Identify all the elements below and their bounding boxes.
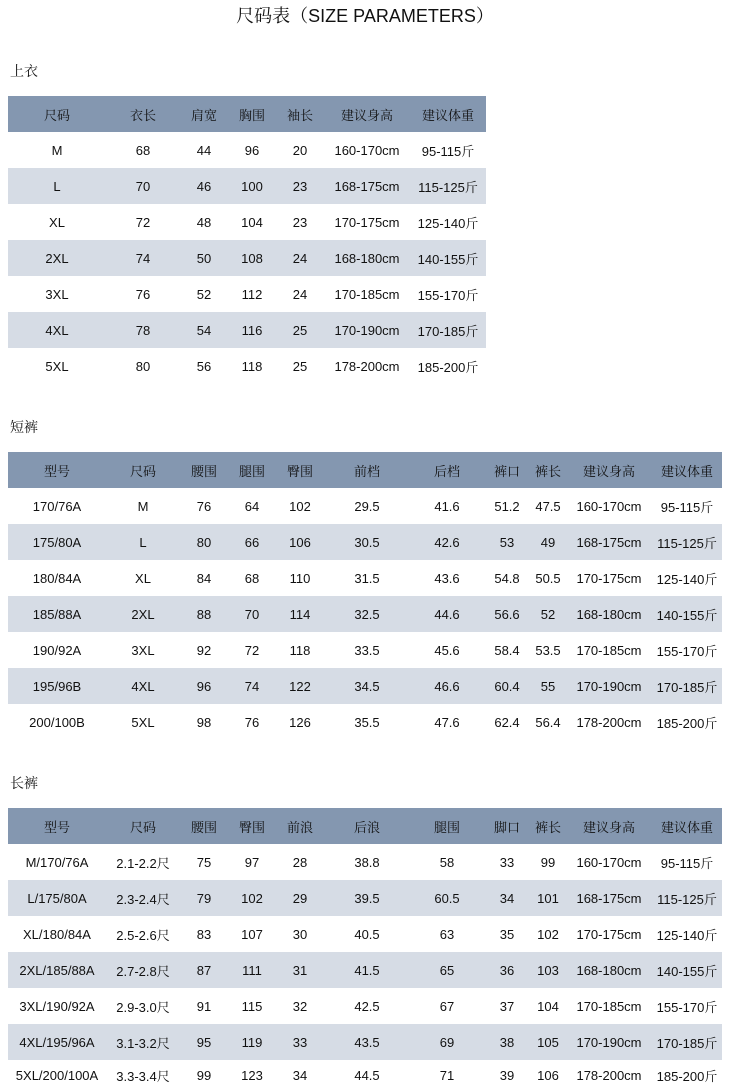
table-cell: XL [49, 214, 65, 230]
column-header: 衣长 [106, 96, 180, 132]
column-header: 后浪 [324, 808, 410, 844]
table-cell: 2.9-3.0尺 [116, 999, 170, 1015]
table-cell: 72 [135, 214, 151, 230]
table-cell: 119 [228, 1024, 276, 1060]
table-cell: 122 [276, 668, 324, 704]
table-cell: 105 [530, 1024, 566, 1060]
table-cell: 76 [196, 498, 212, 514]
table-cell: 168-175cm [566, 524, 652, 560]
table-cell: 41.5 [324, 952, 410, 988]
table-cell: 160-170cm [576, 498, 642, 514]
table-row [8, 204, 486, 240]
table-row [8, 704, 722, 740]
table-cell: 170/76A [32, 498, 82, 514]
table-cell: 46 [180, 168, 228, 204]
table-cell: 54 [180, 312, 228, 348]
table-cell: 44.6 [410, 596, 484, 632]
table-cell: 4XL [8, 312, 106, 348]
table-cell: 25 [276, 312, 324, 348]
table-cell: 35 [499, 926, 515, 942]
table-cell: 140-155斤 [410, 240, 486, 276]
table-cell: 58 [439, 854, 455, 870]
table-cell: 97 [244, 854, 260, 870]
column-header: 裤长 [530, 808, 566, 844]
column-header: 胸围 [228, 96, 276, 132]
table-cell: 75 [196, 854, 212, 870]
table-row [8, 240, 486, 276]
table-cell: 2XL [8, 240, 106, 276]
size-table-pants [8, 808, 722, 1090]
page-title: 尺码表（SIZE PARAMETERS） [236, 6, 494, 26]
table-cell: 42.6 [410, 524, 484, 560]
table-cell: 46.6 [410, 668, 484, 704]
table-cell: 43.6 [434, 570, 460, 586]
table-cell: 38.8 [354, 854, 380, 870]
table-cell: 31.5 [354, 570, 380, 586]
table-cell: L [8, 168, 106, 204]
table-cell: 160-170cm [334, 142, 400, 158]
table-header-row [8, 96, 486, 132]
table-cell: 39 [499, 1067, 515, 1083]
size-table-top [8, 96, 486, 384]
column-header: 臀围 [276, 452, 324, 488]
column-header: 前档 [324, 452, 410, 488]
table-cell: 168-175cm [324, 168, 410, 204]
column-header: 腿围 [410, 808, 484, 844]
table-cell: 52 [530, 596, 566, 632]
table-cell: 178-200cm [576, 714, 642, 730]
table-cell: 50.5 [535, 570, 561, 586]
table-cell: 170-190cm [566, 1024, 652, 1060]
table-cell: 56.4 [535, 714, 561, 730]
table-cell: 32 [292, 998, 308, 1014]
table-cell: XL/180/84A [23, 926, 91, 942]
table-cell: 168-180cm [566, 596, 652, 632]
table-cell: 79 [180, 880, 228, 916]
table-row [8, 488, 722, 524]
table-cell: 170-185cm [576, 998, 642, 1014]
column-header: 肩宽 [180, 96, 228, 132]
table-cell: 83 [196, 926, 212, 942]
table-cell: 168-175cm [566, 880, 652, 916]
table-cell: 190/92A [32, 642, 82, 658]
table-cell: 60.4 [484, 668, 530, 704]
table-header [8, 808, 722, 844]
table-row [8, 880, 722, 916]
table-cell: 160-170cm [576, 854, 642, 870]
table-cell: 74 [106, 240, 180, 276]
table-cell: 170-185cm [334, 286, 400, 302]
table-cell: 54.8 [494, 570, 520, 586]
table-cell: 56 [196, 358, 212, 374]
table-cell: 87 [180, 952, 228, 988]
table-cell: 42.5 [354, 998, 380, 1014]
table-cell: 125-140斤 [417, 215, 479, 231]
table-cell: 2.5-2.6尺 [116, 927, 170, 943]
table-cell: 58.4 [494, 642, 520, 658]
column-header: 腰围 [180, 452, 228, 488]
table-cell: 23 [292, 214, 308, 230]
table-cell: XL [135, 570, 151, 586]
table-cell: 178-200cm [334, 358, 400, 374]
table-cell: 36 [484, 952, 530, 988]
table-cell: 2.7-2.8尺 [106, 952, 180, 988]
table-cell: 49 [530, 524, 566, 560]
table-cell: 108 [228, 240, 276, 276]
table-cell: 170-185斤 [652, 668, 722, 704]
table-row [8, 1024, 722, 1060]
table-cell: 102 [228, 880, 276, 916]
table-cell: 4XL/195/96A [8, 1024, 106, 1060]
table-cell: 2XL/185/88A [8, 952, 106, 988]
column-header: 型号 [8, 808, 106, 844]
table-cell: 168-180cm [566, 952, 652, 988]
table-cell: 178-200cm [576, 1067, 642, 1083]
column-header: 建议体重 [652, 808, 722, 844]
table-row [8, 312, 486, 348]
column-header: 臀围 [228, 808, 276, 844]
table-cell: 170-190cm [324, 312, 410, 348]
table-cell: 115-125斤 [652, 524, 722, 560]
column-header: 腰围 [180, 808, 228, 844]
table-header-row [8, 452, 722, 488]
table-cell: 95 [180, 1024, 228, 1060]
column-header: 腿围 [228, 452, 276, 488]
table-row [8, 1060, 722, 1090]
table-cell: 114 [276, 596, 324, 632]
table-cell: 72 [244, 642, 260, 658]
table-cell: 100 [228, 168, 276, 204]
table-row [8, 348, 486, 384]
table-cell: 185/88A [8, 596, 106, 632]
table-cell: 2.3-2.4尺 [106, 880, 180, 916]
table-row [8, 132, 486, 168]
table-cell: 65 [410, 952, 484, 988]
table-cell: 170-185斤 [652, 1024, 722, 1060]
table-cell: 24 [292, 286, 308, 302]
table-body [8, 132, 486, 384]
table-cell: 63 [439, 926, 455, 942]
table-cell: 2XL [106, 596, 180, 632]
table-cell: M/170/76A [25, 854, 89, 870]
table-cell: 28 [292, 854, 308, 870]
table-cell: 33.5 [354, 642, 380, 658]
table-cell: 37 [499, 998, 515, 1014]
table-row [8, 844, 722, 880]
table-cell: 99 [540, 854, 556, 870]
table-cell: 44 [196, 142, 212, 158]
table-cell: 170-185斤 [410, 312, 486, 348]
table-cell: 175/80A [8, 524, 106, 560]
table-cell: 185-200斤 [417, 359, 479, 375]
column-header: 袖长 [276, 96, 324, 132]
table-cell: 168-180cm [324, 240, 410, 276]
table-cell: 102 [537, 926, 559, 942]
table-row [8, 632, 722, 668]
table-cell: 140-155斤 [652, 952, 722, 988]
table-cell: 98 [196, 714, 212, 730]
table-cell: 20 [292, 142, 308, 158]
table-cell: 48 [196, 214, 212, 230]
table-cell: 71 [439, 1067, 455, 1083]
table-cell: 29.5 [354, 498, 380, 514]
table-header [8, 452, 722, 488]
table-cell: M [51, 142, 63, 158]
table-cell: 95-115斤 [660, 499, 714, 515]
table-cell: 31 [276, 952, 324, 988]
table-cell: 106 [276, 524, 324, 560]
table-cell: 3XL/190/92A [19, 998, 95, 1014]
table-cell: 34 [484, 880, 530, 916]
table-cell: 170-185cm [576, 642, 642, 658]
table-cell: 45.6 [434, 642, 460, 658]
table-cell: 3XL [131, 642, 155, 658]
table-cell: 115-125斤 [652, 880, 722, 916]
table-cell: 33 [499, 854, 515, 870]
table-cell: 33 [276, 1024, 324, 1060]
table-cell: 125-140斤 [656, 927, 718, 943]
table-cell: 43.5 [324, 1024, 410, 1060]
table-cell: 66 [228, 524, 276, 560]
table-cell: 5XL/200/100A [15, 1067, 99, 1083]
table-cell: 53 [484, 524, 530, 560]
table-cell: 84 [196, 570, 212, 586]
table-row [8, 988, 722, 1024]
table-cell: 47.5 [535, 498, 561, 514]
table-cell: 80 [180, 524, 228, 560]
section-label-pants: 长裤 [10, 776, 38, 792]
table-cell: 80 [135, 358, 151, 374]
column-header: 尺码 [8, 96, 106, 132]
table-cell: 106 [537, 1067, 559, 1083]
table-row [8, 668, 722, 704]
table-cell: 200/100B [29, 714, 85, 730]
table-cell: 78 [106, 312, 180, 348]
table-cell: 69 [410, 1024, 484, 1060]
table-cell: 41.6 [434, 498, 460, 514]
table-cell: 115 [241, 998, 263, 1014]
table-cell: 140-155斤 [652, 596, 722, 632]
table-cell: 118 [241, 358, 263, 374]
table-cell: 60.5 [410, 880, 484, 916]
table-cell: 88 [180, 596, 228, 632]
column-header: 裤口 [484, 452, 530, 488]
table-cell: 125-140斤 [656, 571, 718, 587]
table-cell: 155-170斤 [417, 287, 479, 303]
table-row [8, 560, 722, 596]
table-cell: 96 [180, 668, 228, 704]
table-header [8, 96, 486, 132]
table-cell: 155-170斤 [656, 999, 718, 1015]
table-cell: 170-175cm [334, 214, 400, 230]
table-cell: 115-125斤 [410, 168, 486, 204]
table-row [8, 952, 722, 988]
column-header: 建议身高 [566, 808, 652, 844]
table-row [8, 524, 722, 560]
table-cell: 110 [289, 570, 311, 586]
table-cell: 123 [241, 1067, 263, 1083]
table-cell: 3.3-3.4尺 [116, 1068, 170, 1084]
column-header: 后档 [410, 452, 484, 488]
column-header: 建议体重 [410, 96, 486, 132]
table-cell: 185-200斤 [656, 1068, 718, 1084]
table-cell: 34 [292, 1067, 308, 1083]
table-cell: 35.5 [354, 714, 380, 730]
table-cell: 67 [439, 998, 455, 1014]
table-cell: 23 [276, 168, 324, 204]
table-cell: 29 [276, 880, 324, 916]
table-cell: 185-200斤 [656, 715, 718, 731]
table-cell: 126 [289, 714, 311, 730]
table-cell: 34.5 [324, 668, 410, 704]
column-header: 建议体重 [652, 452, 722, 488]
table-cell: 180/84A [32, 570, 82, 586]
table-cell: 62.4 [494, 714, 520, 730]
table-row [8, 276, 486, 312]
table-cell: 5XL [45, 358, 69, 374]
table-cell: 91 [196, 998, 212, 1014]
table-cell: 103 [530, 952, 566, 988]
table-cell: 95-115斤 [660, 855, 714, 871]
size-table-shorts [8, 452, 722, 740]
table-cell: 55 [530, 668, 566, 704]
table-cell: 38 [484, 1024, 530, 1060]
table-cell: 70 [106, 168, 180, 204]
table-cell: 116 [228, 312, 276, 348]
table-cell: 39.5 [324, 880, 410, 916]
column-header: 尺码 [106, 452, 180, 488]
table-row [8, 596, 722, 632]
table-cell: M [137, 498, 149, 514]
table-cell: 5XL [131, 714, 155, 730]
table-cell: 76 [135, 286, 151, 302]
table-row [8, 168, 486, 204]
table-cell: 96 [244, 142, 260, 158]
table-cell: 68 [244, 570, 260, 586]
table-cell: 118 [289, 642, 311, 658]
table-cell: 74 [228, 668, 276, 704]
table-cell: 170-175cm [576, 926, 642, 942]
table-cell: 3XL [45, 286, 69, 302]
table-cell: 195/96B [8, 668, 106, 704]
table-cell: 47.6 [434, 714, 460, 730]
table-cell: L [106, 524, 180, 560]
table-cell: 3.1-3.2尺 [106, 1024, 180, 1060]
table-cell: 104 [241, 214, 263, 230]
table-cell: 30.5 [324, 524, 410, 560]
column-header: 裤长 [530, 452, 566, 488]
table-cell: 4XL [106, 668, 180, 704]
table-cell: 104 [537, 998, 559, 1014]
table-cell: 51.2 [494, 498, 520, 514]
table-cell: 76 [244, 714, 260, 730]
table-cell: 70 [228, 596, 276, 632]
table-cell: 95-115斤 [421, 143, 475, 159]
table-row [8, 916, 722, 952]
table-cell: 24 [276, 240, 324, 276]
column-header: 建议身高 [566, 452, 652, 488]
table-cell: 50 [180, 240, 228, 276]
table-cell: 155-170斤 [656, 643, 718, 659]
table-cell: 111 [228, 952, 276, 988]
table-cell: 30 [292, 926, 308, 942]
column-header: 前浪 [276, 808, 324, 844]
table-cell: 112 [241, 286, 263, 302]
table-cell: 25 [292, 358, 308, 374]
table-cell: 170-175cm [576, 570, 642, 586]
column-header: 型号 [8, 452, 106, 488]
table-cell: 2.1-2.2尺 [116, 855, 170, 871]
table-cell: 52 [196, 286, 212, 302]
table-cell: L/175/80A [8, 880, 106, 916]
table-cell: 170-190cm [566, 668, 652, 704]
table-cell: 107 [241, 926, 263, 942]
column-header: 建议身高 [324, 96, 410, 132]
table-body [8, 844, 722, 1090]
table-cell: 99 [196, 1067, 212, 1083]
table-cell: 44.5 [354, 1067, 380, 1083]
table-cell: 92 [196, 642, 212, 658]
table-cell: 32.5 [324, 596, 410, 632]
table-cell: 56.6 [484, 596, 530, 632]
table-cell: 101 [530, 880, 566, 916]
column-header: 脚口 [484, 808, 530, 844]
table-cell: 40.5 [354, 926, 380, 942]
section-label-top: 上衣 [10, 64, 38, 80]
table-cell: 53.5 [535, 642, 561, 658]
section-label-shorts: 短裤 [10, 420, 38, 436]
table-header-row [8, 808, 722, 844]
table-cell: 68 [135, 142, 151, 158]
table-body [8, 488, 722, 740]
table-cell: 102 [289, 498, 311, 514]
column-header: 尺码 [106, 808, 180, 844]
table-cell: 64 [244, 498, 260, 514]
